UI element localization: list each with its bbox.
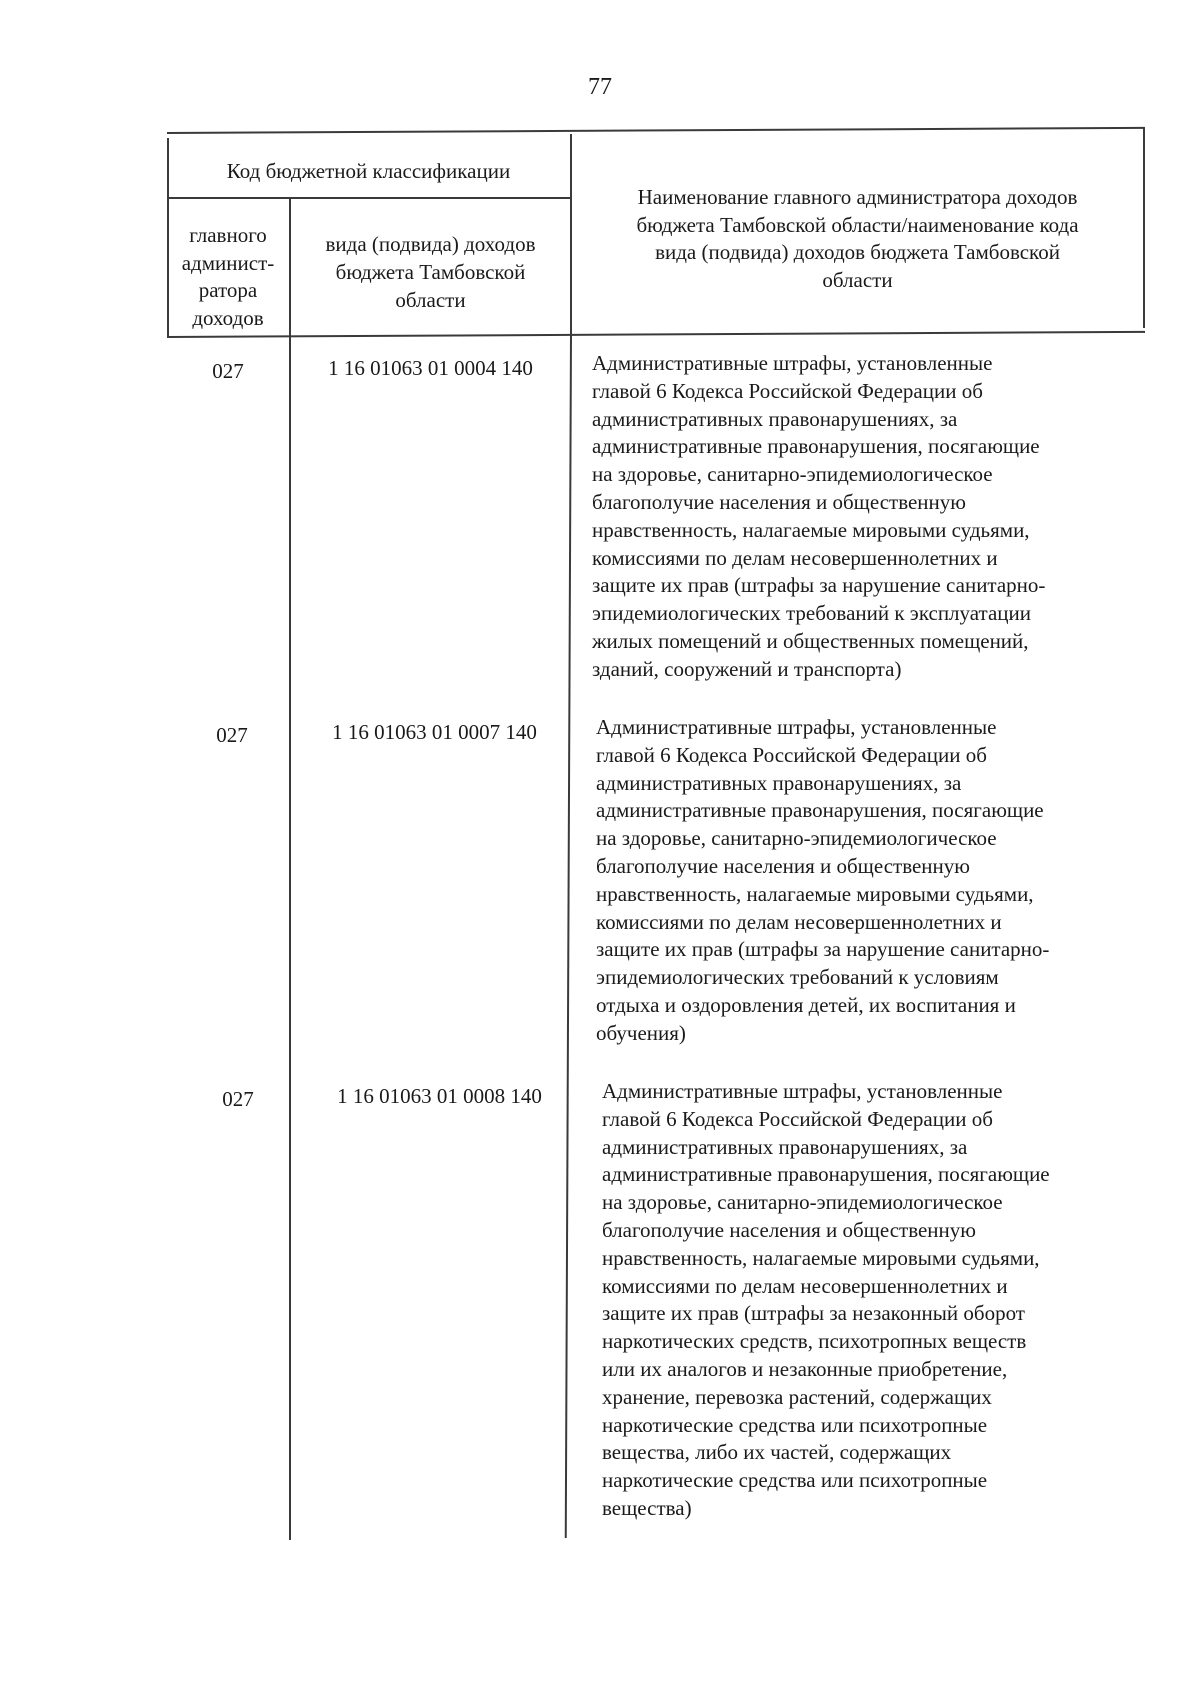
header-group-underline [167, 197, 570, 199]
page-number: 77 [588, 74, 612, 100]
header-group-label: Код бюджетной классификации [226, 159, 511, 183]
row-admin-code: 027 [222, 1087, 254, 1111]
row-income-code: 1 16 01063 01 0004 140 [328, 356, 533, 380]
row-income-code: 1 16 01063 01 0008 140 [337, 1084, 542, 1108]
table-border-right [1143, 128, 1145, 328]
header-col-name: Наименование главного администратора доходов бюджета Тамбовской области/наименование кода вида (подвида) доходов бюджета Тамбовской области [636, 185, 1079, 292]
body-col-divider-2 [565, 334, 572, 1538]
body-col-divider-1 [289, 336, 291, 1540]
header-col-kind: вида (подвида) доходов бюджета Тамбовской области [325, 232, 536, 312]
row-description: Административные штрафы, установленные главой 6 Кодекса Российской Федерации об административных правонарушениях, за административные правонарушения, посягающие на здоровье, санитарно-эпидемиологическое благополучие населения и общественную нравственность, налагаемые мировыми судьями, комиссиями по делам несовершеннолетних и защите их прав (штрафы за нарушение санитарно- эпидемиологических требований к эксплуатации жилых помещений и общественных помещений, зданий, сооружений и транспорта) [592, 351, 1046, 681]
header-bottom-border [167, 331, 1145, 338]
header-col-admin: главного админист- ратора доходов [181, 223, 275, 330]
table-border-top [167, 127, 1145, 134]
row-income-code: 1 16 01063 01 0007 140 [332, 720, 537, 744]
row-admin-code: 027 [216, 723, 248, 747]
row-description: Административные штрафы, установленные главой 6 Кодекса Российской Федерации об административных правонарушениях, за административные правонарушения, посягающие на здоровье, санитарно-эпидемиологическое благополучие населения и общественную нравственность, налагаемые мировыми судьями, комиссиями по делам несовершеннолетних и защите их прав (штрафы за незаконный оборот наркотических средств, психотропных веществ или их аналогов и незаконные приобретение, хранение, перевозка растений, содержащих наркотические средства или психотропные вещества, либо их частей, содержащих наркотические средства или психотропные вещества) [602, 1079, 1050, 1520]
row-admin-code: 027 [212, 359, 244, 383]
row-description: Административные штрафы, установленные главой 6 Кодекса Российской Федерации об административных правонарушениях, за административные правонарушения, посягающие на здоровье, санитарно-эпидемиологическое благополучие населения и общественную нравственность, налагаемые мировыми судьями, комиссиями по делам несовершеннолетних и защите их прав (штрафы за нарушение санитарно- эпидемиологических требований к условиям отдыха и оздоровления детей, их воспитания и обучения) [596, 715, 1050, 1045]
